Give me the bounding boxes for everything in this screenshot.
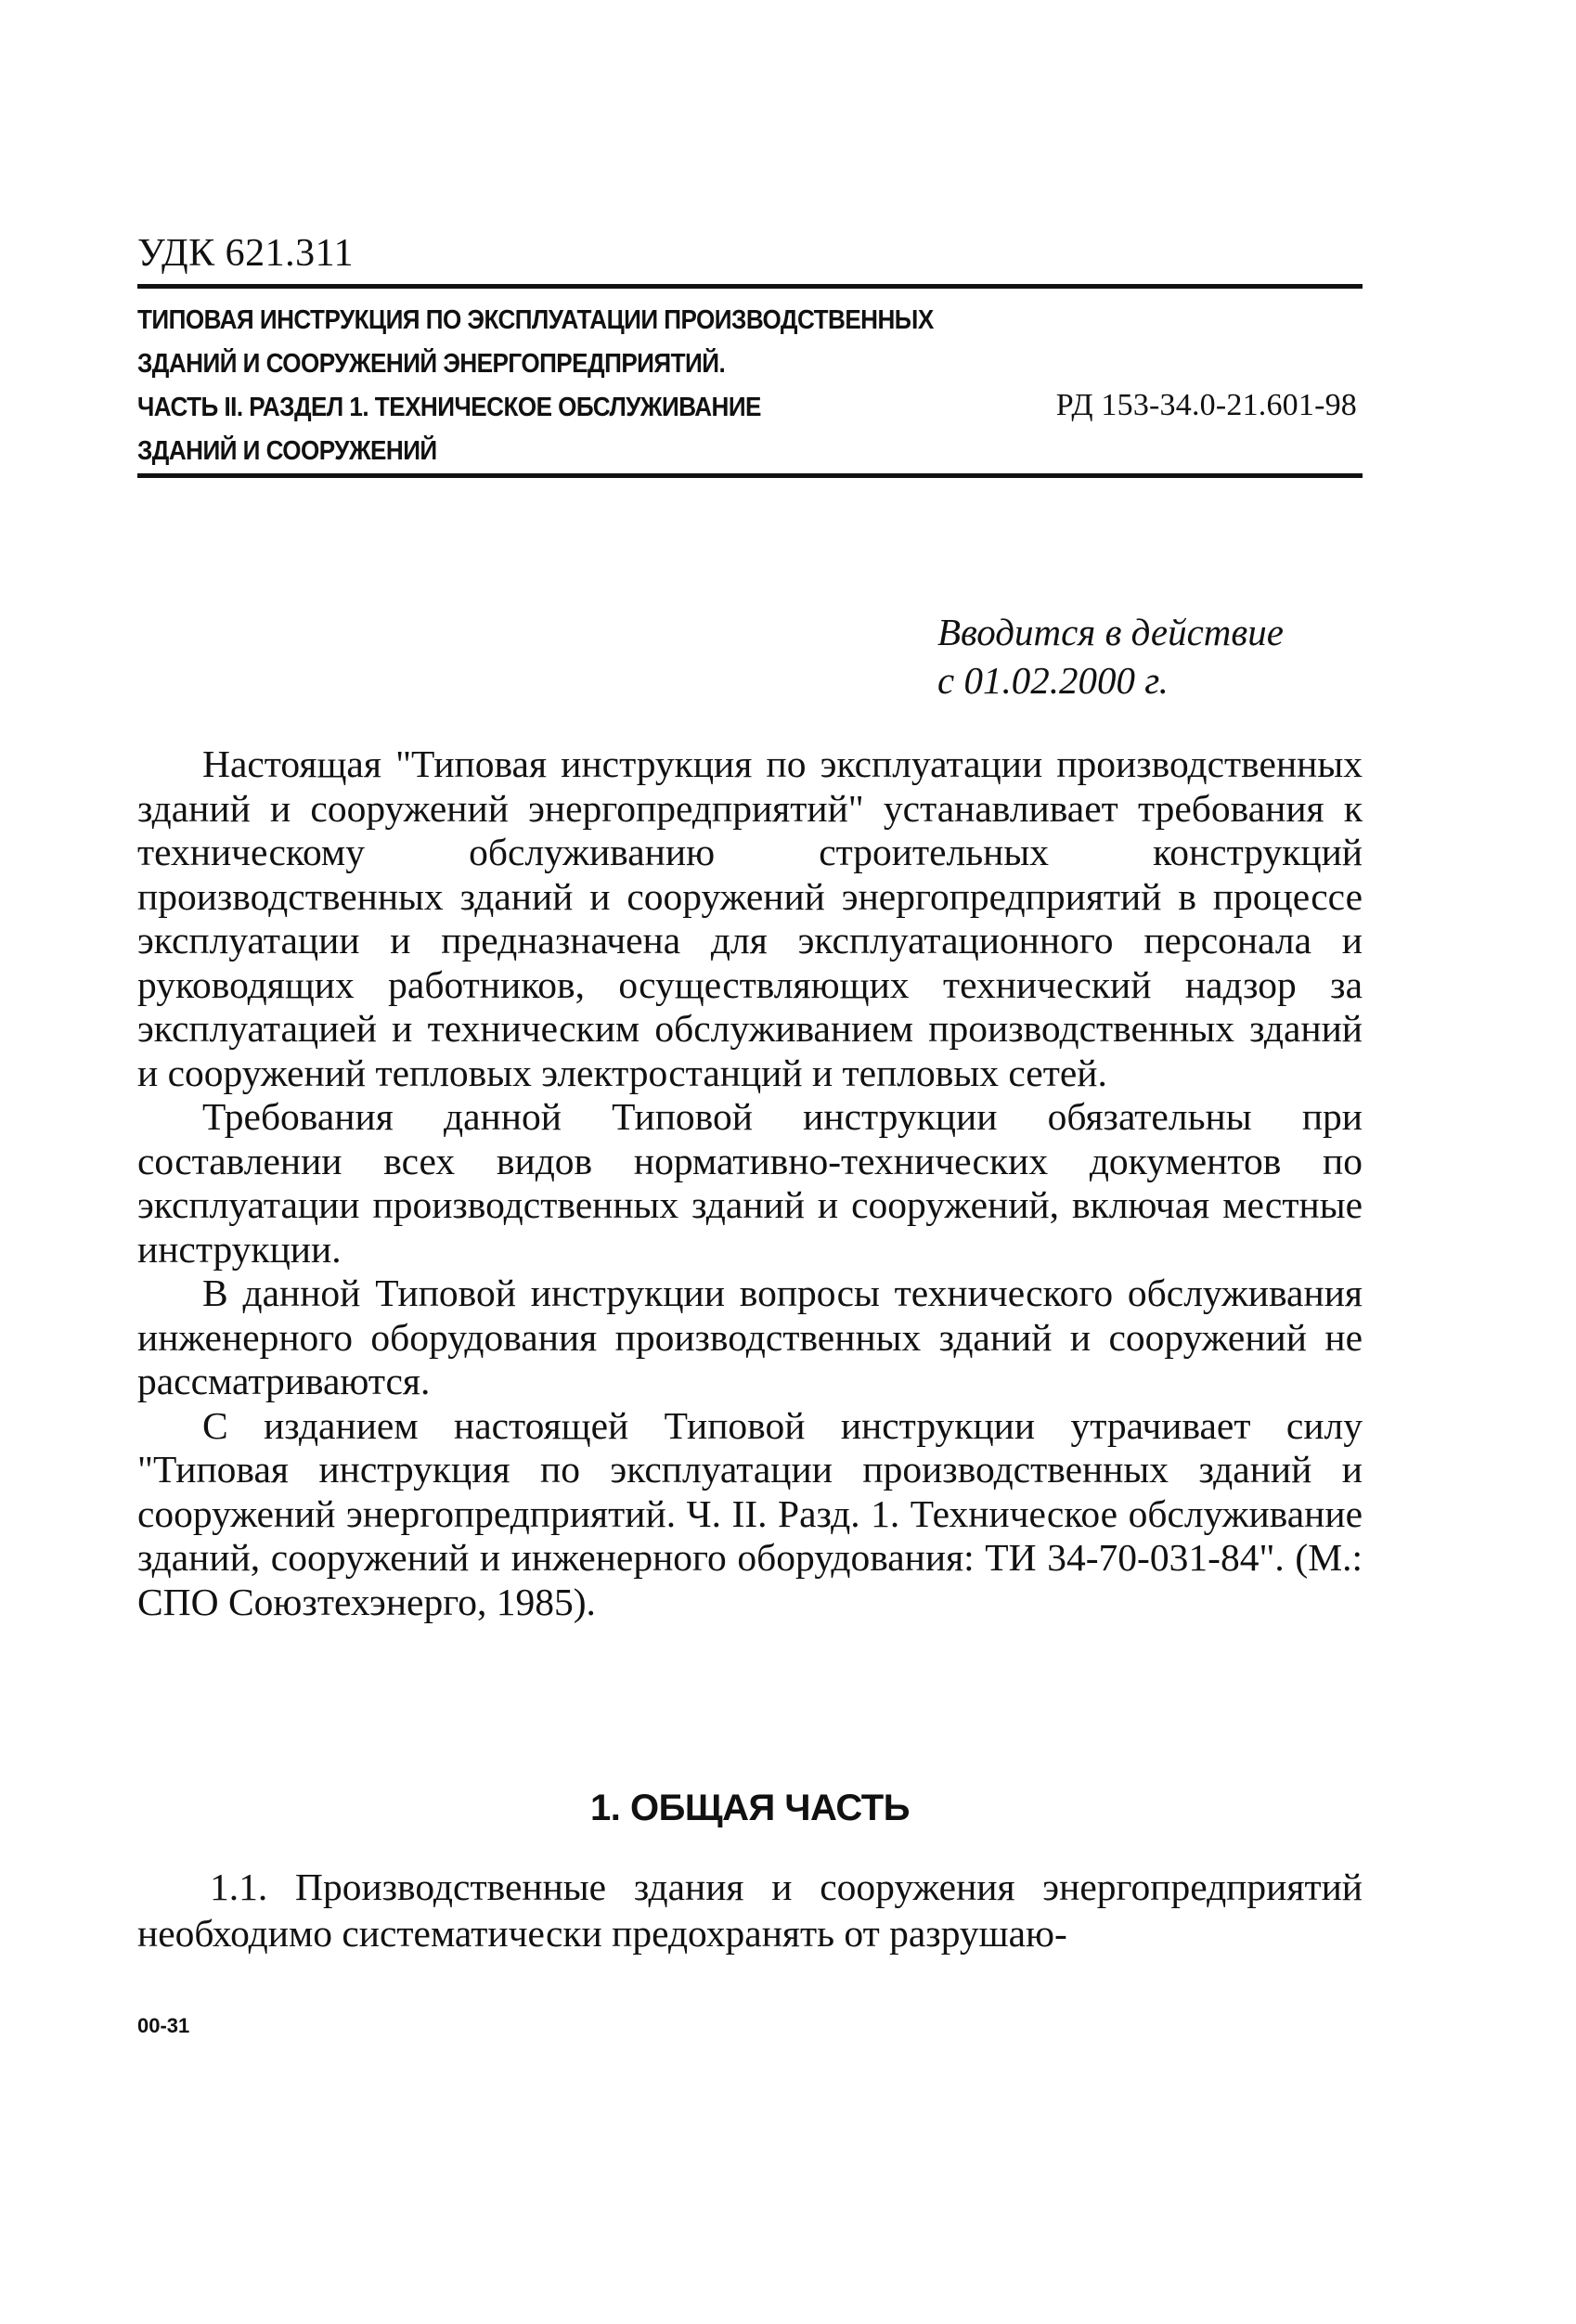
document-code: РД 153-34.0-21.601-98: [1055, 388, 1357, 422]
section-heading: 1. ОБЩАЯ ЧАСТЬ: [590, 1788, 910, 1828]
intro-paragraph: В данной Типовой инструкции вопросы технического обслуживания инженерного оборудования производственных зданий и сооружений не рассматриваются.: [137, 1272, 1363, 1402]
document-title-line: ТИПОВАЯ ИНСТРУКЦИЯ ПО ЭКСПЛУАТАЦИИ ПРОИЗВОДСТВЕННЫХ: [137, 305, 934, 335]
document-title-line: ЗДАНИЙ И СООРУЖЕНИЙ ЭНЕРГОПРЕДПРИЯТИЙ.: [137, 349, 726, 379]
intro-paragraph: С изданием настоящей Типовой инструкции утрачивает силу "Типовая инструкция по эксплуатации производственных зданий и сооружений энергопредприятий. Ч. II. Разд. 1. Техническое обслуживание зданий, сооружений и инженерного оборудования: ТИ 34-70-031-84". (М.: СПО Союзтехэнерго, 1985).: [137, 1403, 1363, 1623]
effective-date-line: Вводится в действие: [937, 611, 1284, 653]
effective-date: [937, 608, 1284, 704]
intro-paragraph: Настоящая "Типовая инструкция по эксплуатации производственных зданий и сооружений энергопредприятий" устанавливает требования к техническому обслуживанию строительных конструкций производственных зданий и сооружений энергопредприятий в процессе эксплуатации и предназначена для эксплуатационного персонала и руководящих работников, осуществляющих технический надзор за эксплуатацией и техническим обслуживанием производственных зданий и сооружений тепловых электростанций и тепловых сетей.: [137, 742, 1363, 1094]
intro-paragraph: Требования данной Типовой инструкции обязательны при составлении всех видов нормативно-технических документов по эксплуатации производственных зданий и сооружений, включая местные инструкции.: [137, 1095, 1363, 1271]
header-bottom-rule: [137, 473, 1363, 478]
section-text: [137, 1864, 1363, 1956]
document-title-line: ЗДАНИЙ И СООРУЖЕНИЙ: [137, 436, 437, 466]
document-title-line: ЧАСТЬ II. РАЗДЕЛ 1. ТЕХНИЧЕСКОЕ ОБСЛУЖИВАНИЕ: [137, 393, 761, 422]
udk-code: УДК 621.311: [137, 232, 355, 275]
footer-code: 00-31: [137, 2014, 190, 2037]
effective-date-line: с 01.02.2000 г.: [937, 659, 1169, 702]
section-paragraph: 1.1. Производственные здания и сооружения энергопредприятий необходимо систематически предохранять от разрушаю-: [137, 1866, 1363, 1955]
intro-text: [137, 742, 1363, 1624]
document-title: [137, 299, 934, 473]
header-top-rule: [137, 284, 1363, 289]
